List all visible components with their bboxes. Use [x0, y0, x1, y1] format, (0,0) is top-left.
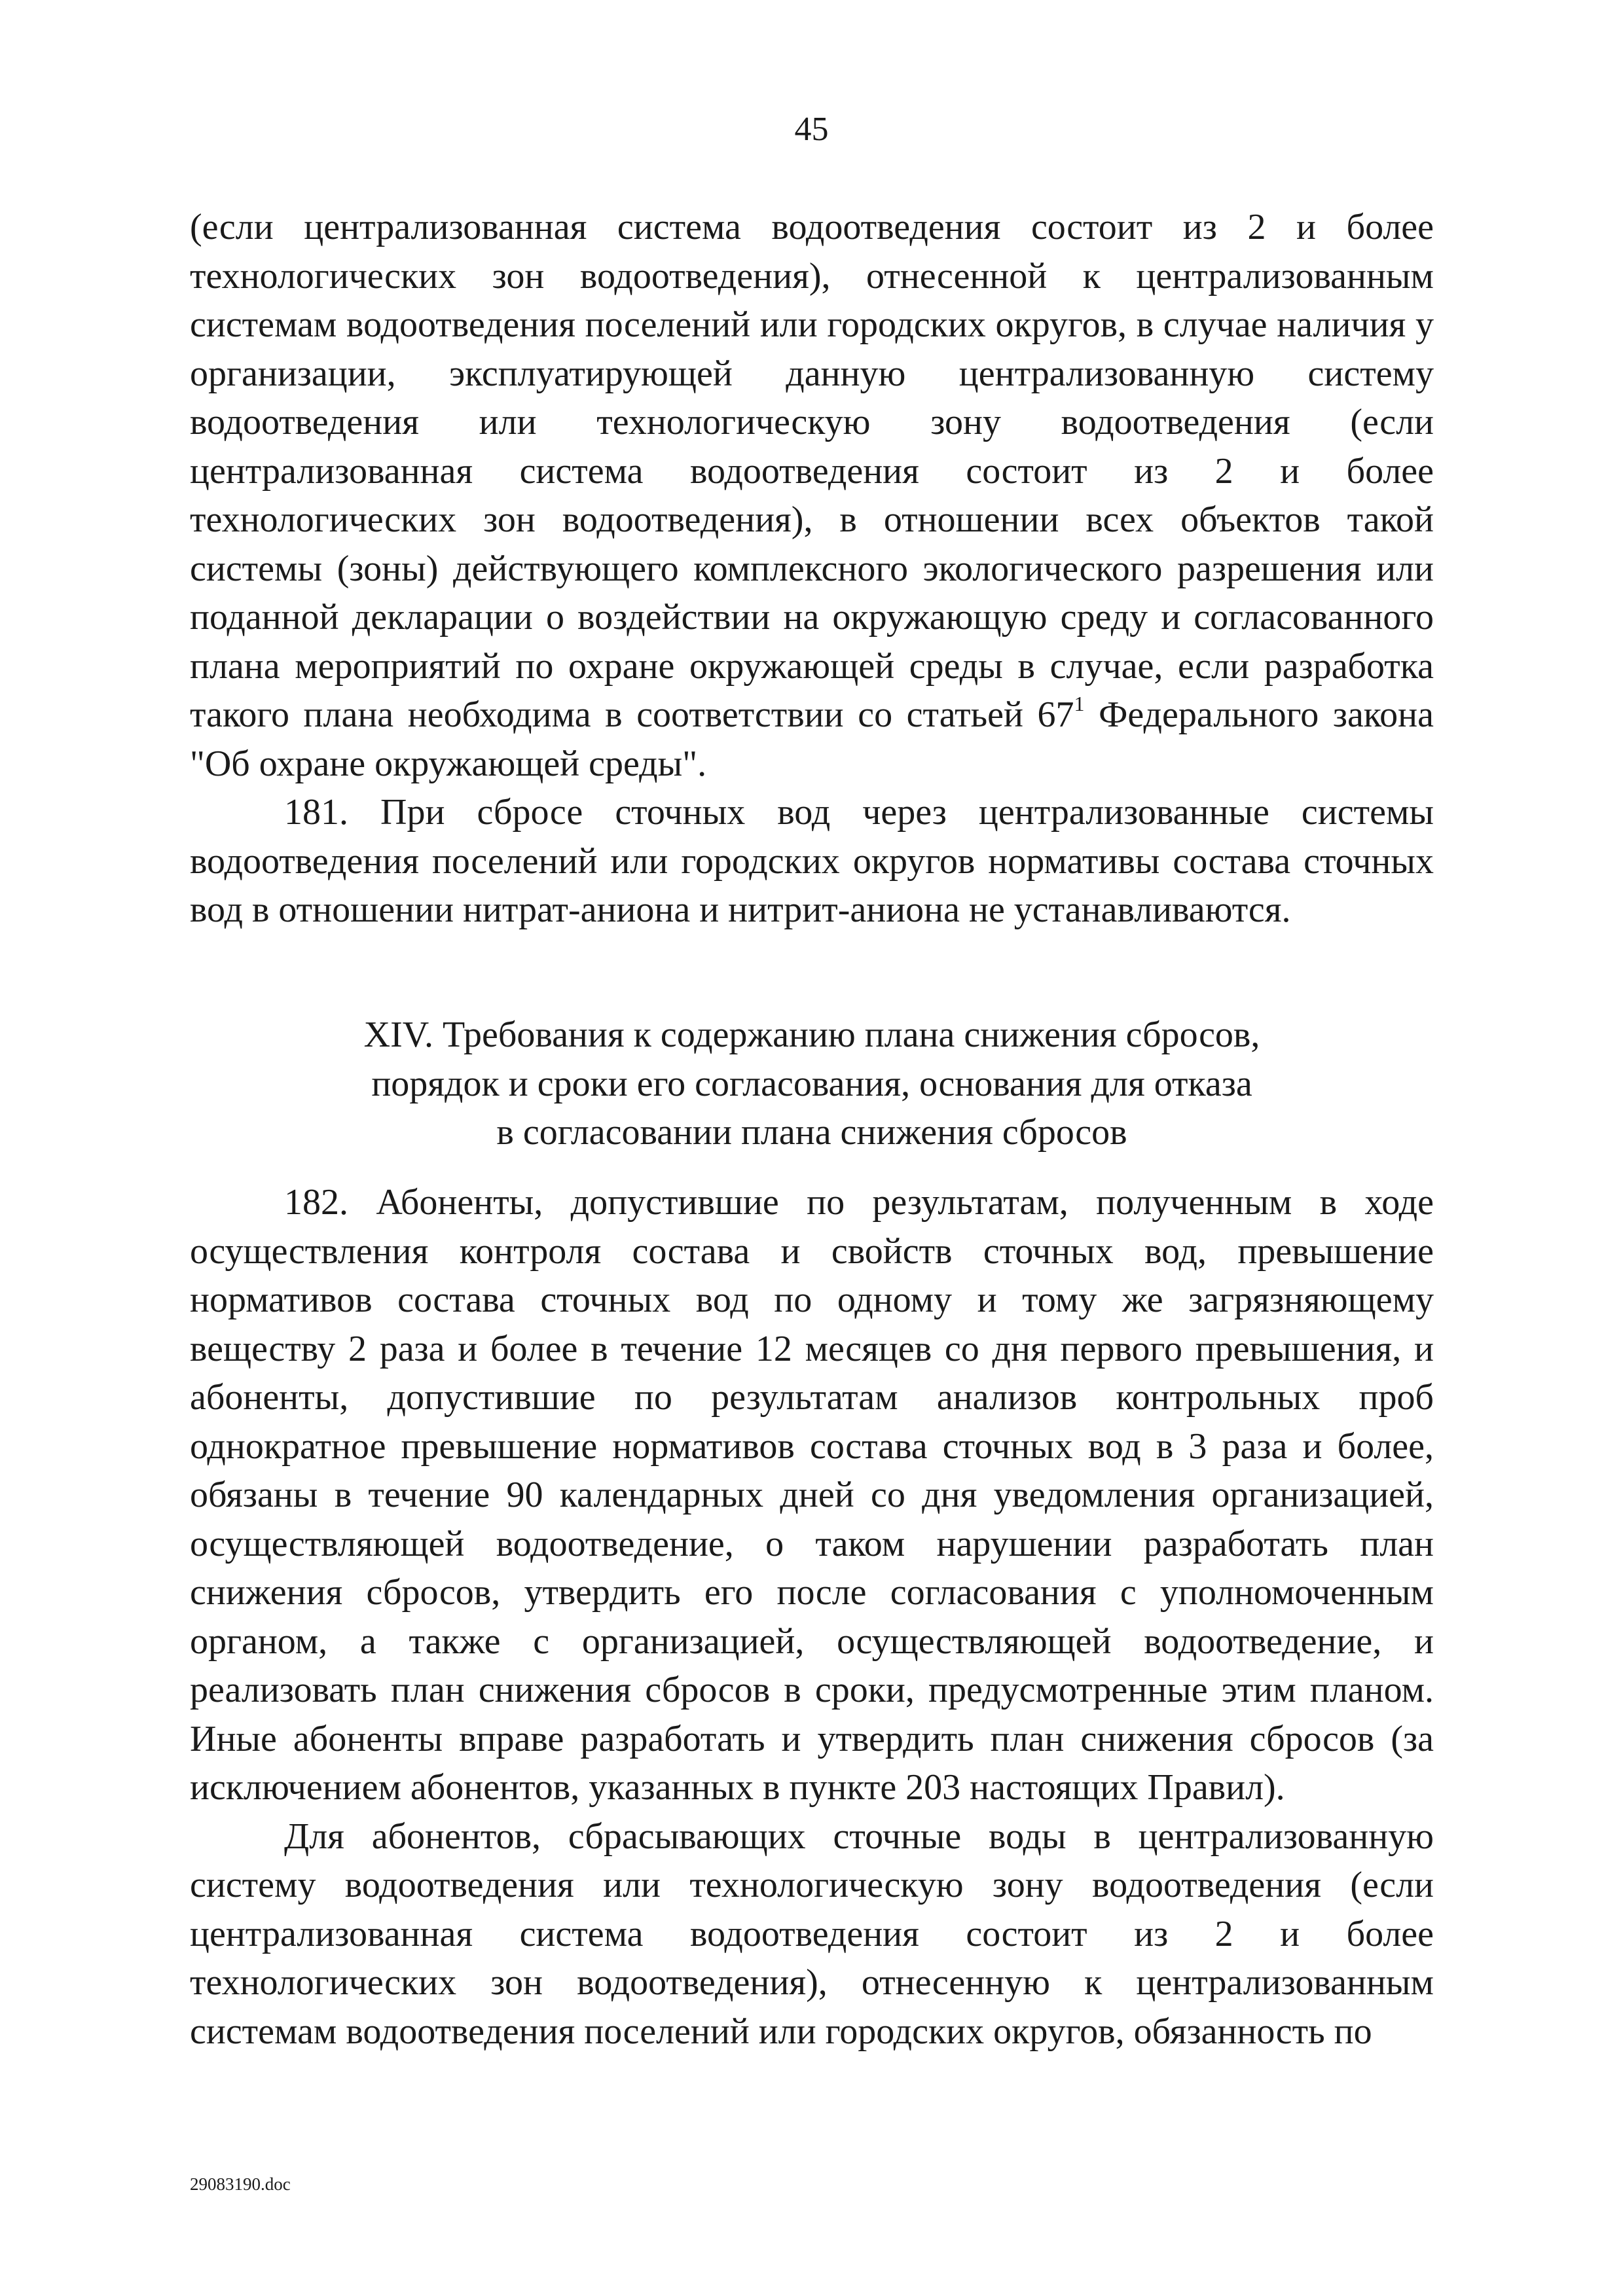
paragraph-continued-text: (если централизованная система водоотведения состоит из 2 и более технологических зон водоотведения), отнесенной к централизованным системам водоотведения поселений или городских округов, в случае наличия у организации, эксплуатирующей данную централизованную систему водоотведения или технологическую зону водоотведения (если централизованная система водоотведения состоит из 2 и более технологических зон водоотведения), в отношении всех объектов такой системы (зоны) действующего комплексного экологического разрешения или поданной декларации о воздействии на окружающую среду и согласованного плана мероприятий по охране окружающей среды в случае, если разработка такого плана необходима в соответствии со статьей 67	[190, 207, 1434, 735]
heading-line-1: XIV. Требования к содержанию плана снижения сбросов,	[363, 1014, 1260, 1055]
document-filename: 29083190.doc	[190, 2174, 291, 2194]
paragraph-last: Для абонентов, сбрасывающих сточные воды в централизованную систему водоотведения или технологическую зону водоотведения (если централизованная система водоотведения состоит из 2 и более технологических зон водоотведения), отнесенную к централизованным системам водоотведения поселений или городских округов, обязанность по	[190, 1816, 1434, 2052]
paragraph-181: 181. При сбросе сточных вод через централизованные системы водоотведения поселений или городских округов нормативы состава сточных вод в отношении нитрат-аниона и нитрит-аниона не устанавливаются.	[190, 792, 1434, 930]
body-text-bottom	[190, 1178, 1434, 2056]
paragraph-continued	[190, 203, 1434, 788]
paragraph-182: 182. Абоненты, допустившие по результатам, полученным в ходе осуществления контроля состава и свойств сточных вод, превышение нормативов состава сточных вод по одному и тому же загрязняющему веществу 2 раза и более в течение 12 месяцев со дня первого превышения, и абоненты, допустившие по результатам анализов контрольных проб однократное превышение нормативов состава сточных вод в 3 раза и более, обязаны в течение 90 календарных дней со дня уведомления организацией, осуществляющей водоотведение, о таком нарушении разработать план снижения сбросов, утвердить его после согласования с уполномоченным органом, а также с организацией, осуществляющей водоотведение, и реализовать план снижения сбросов в сроки, предусмотренные этим планом. Иные абоненты вправе разработать и утвердить план снижения сбросов (за исключением абонентов, указанных в пункте 203 настоящих Правил).	[190, 1182, 1434, 1808]
heading-line-3: в согласовании плана снижения сбросов	[496, 1112, 1127, 1153]
footnote-superscript: 1	[1074, 692, 1085, 716]
paragraph-continued-tail: Федерального закона "Об охране окружающей среды".	[190, 694, 1434, 784]
section-heading	[190, 1011, 1434, 1157]
heading-line-2: порядок и сроки его согласования, основания для отказа	[371, 1063, 1252, 1104]
page-number: 45	[794, 111, 829, 148]
body-text-top	[190, 203, 1434, 935]
